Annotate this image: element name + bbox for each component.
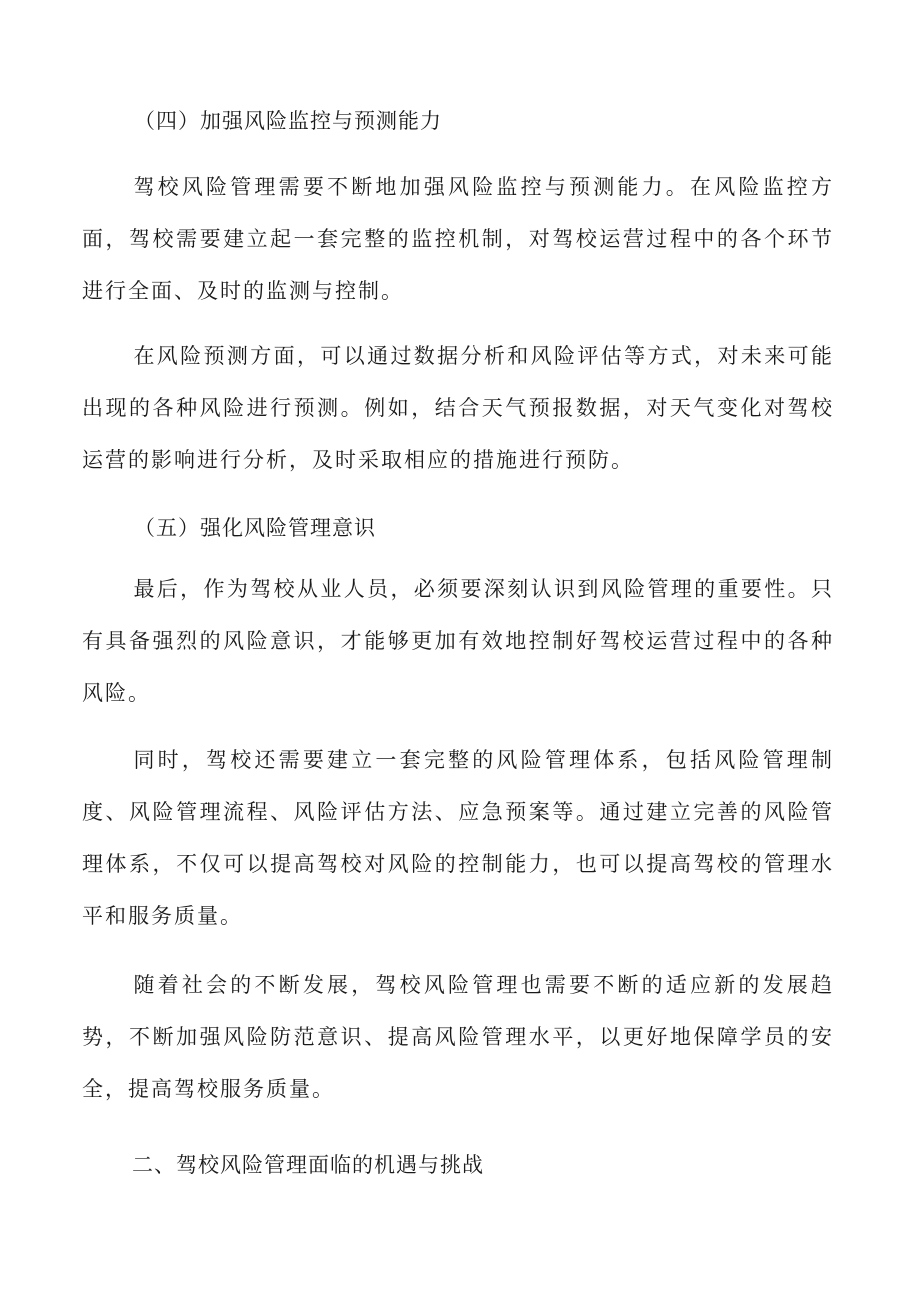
paragraph-risk-prediction: 在风险预测方面，可以通过数据分析和风险评估等方式，对未来可能出现的各种风险进行预测。例如，结合天气预报数据，对天气变化对驾校运营的影响进行分析，及时采取相应的措施进行预防。: [82, 344, 834, 472]
paragraph-risk-awareness: 最后，作为驾校从业人员，必须要深刻认识到风险管理的重要性。只有具备强烈的风险意识，才能够更加有效地控制好驾校运营过程中的各种风险。: [82, 577, 834, 705]
chapter-heading-two: 二、驾校风险管理面临的机遇与挑战: [132, 1153, 484, 1177]
paragraph-development-trend: 随着社会的不断发展，驾校风险管理也需要不断的适应新的发展趋势，不断加强风险防范意识、提高风险管理水平，以更好地保障学员的安全，提高驾校服务质量。: [82, 973, 834, 1101]
section-heading-four: （四）加强风险监控与预测能力: [134, 109, 442, 133]
section-heading-five: （五）强化风险管理意识: [134, 516, 376, 540]
paragraph-risk-monitoring: 驾校风险管理需要不断地加强风险监控与预测能力。在风险监控方面，驾校需要建立起一套完整的监控机制，对驾校运营过程中的各个环节进行全面、及时的监测与控制。: [82, 175, 834, 303]
paragraph-risk-system: 同时，驾校还需要建立一套完整的风险管理体系，包括风险管理制度、风险管理流程、风险评估方法、应急预案等。通过建立完善的风险管理体系，不仅可以提高驾校对风险的控制能力，也可以提高驾校的管理水平和服务质量。: [82, 748, 834, 928]
